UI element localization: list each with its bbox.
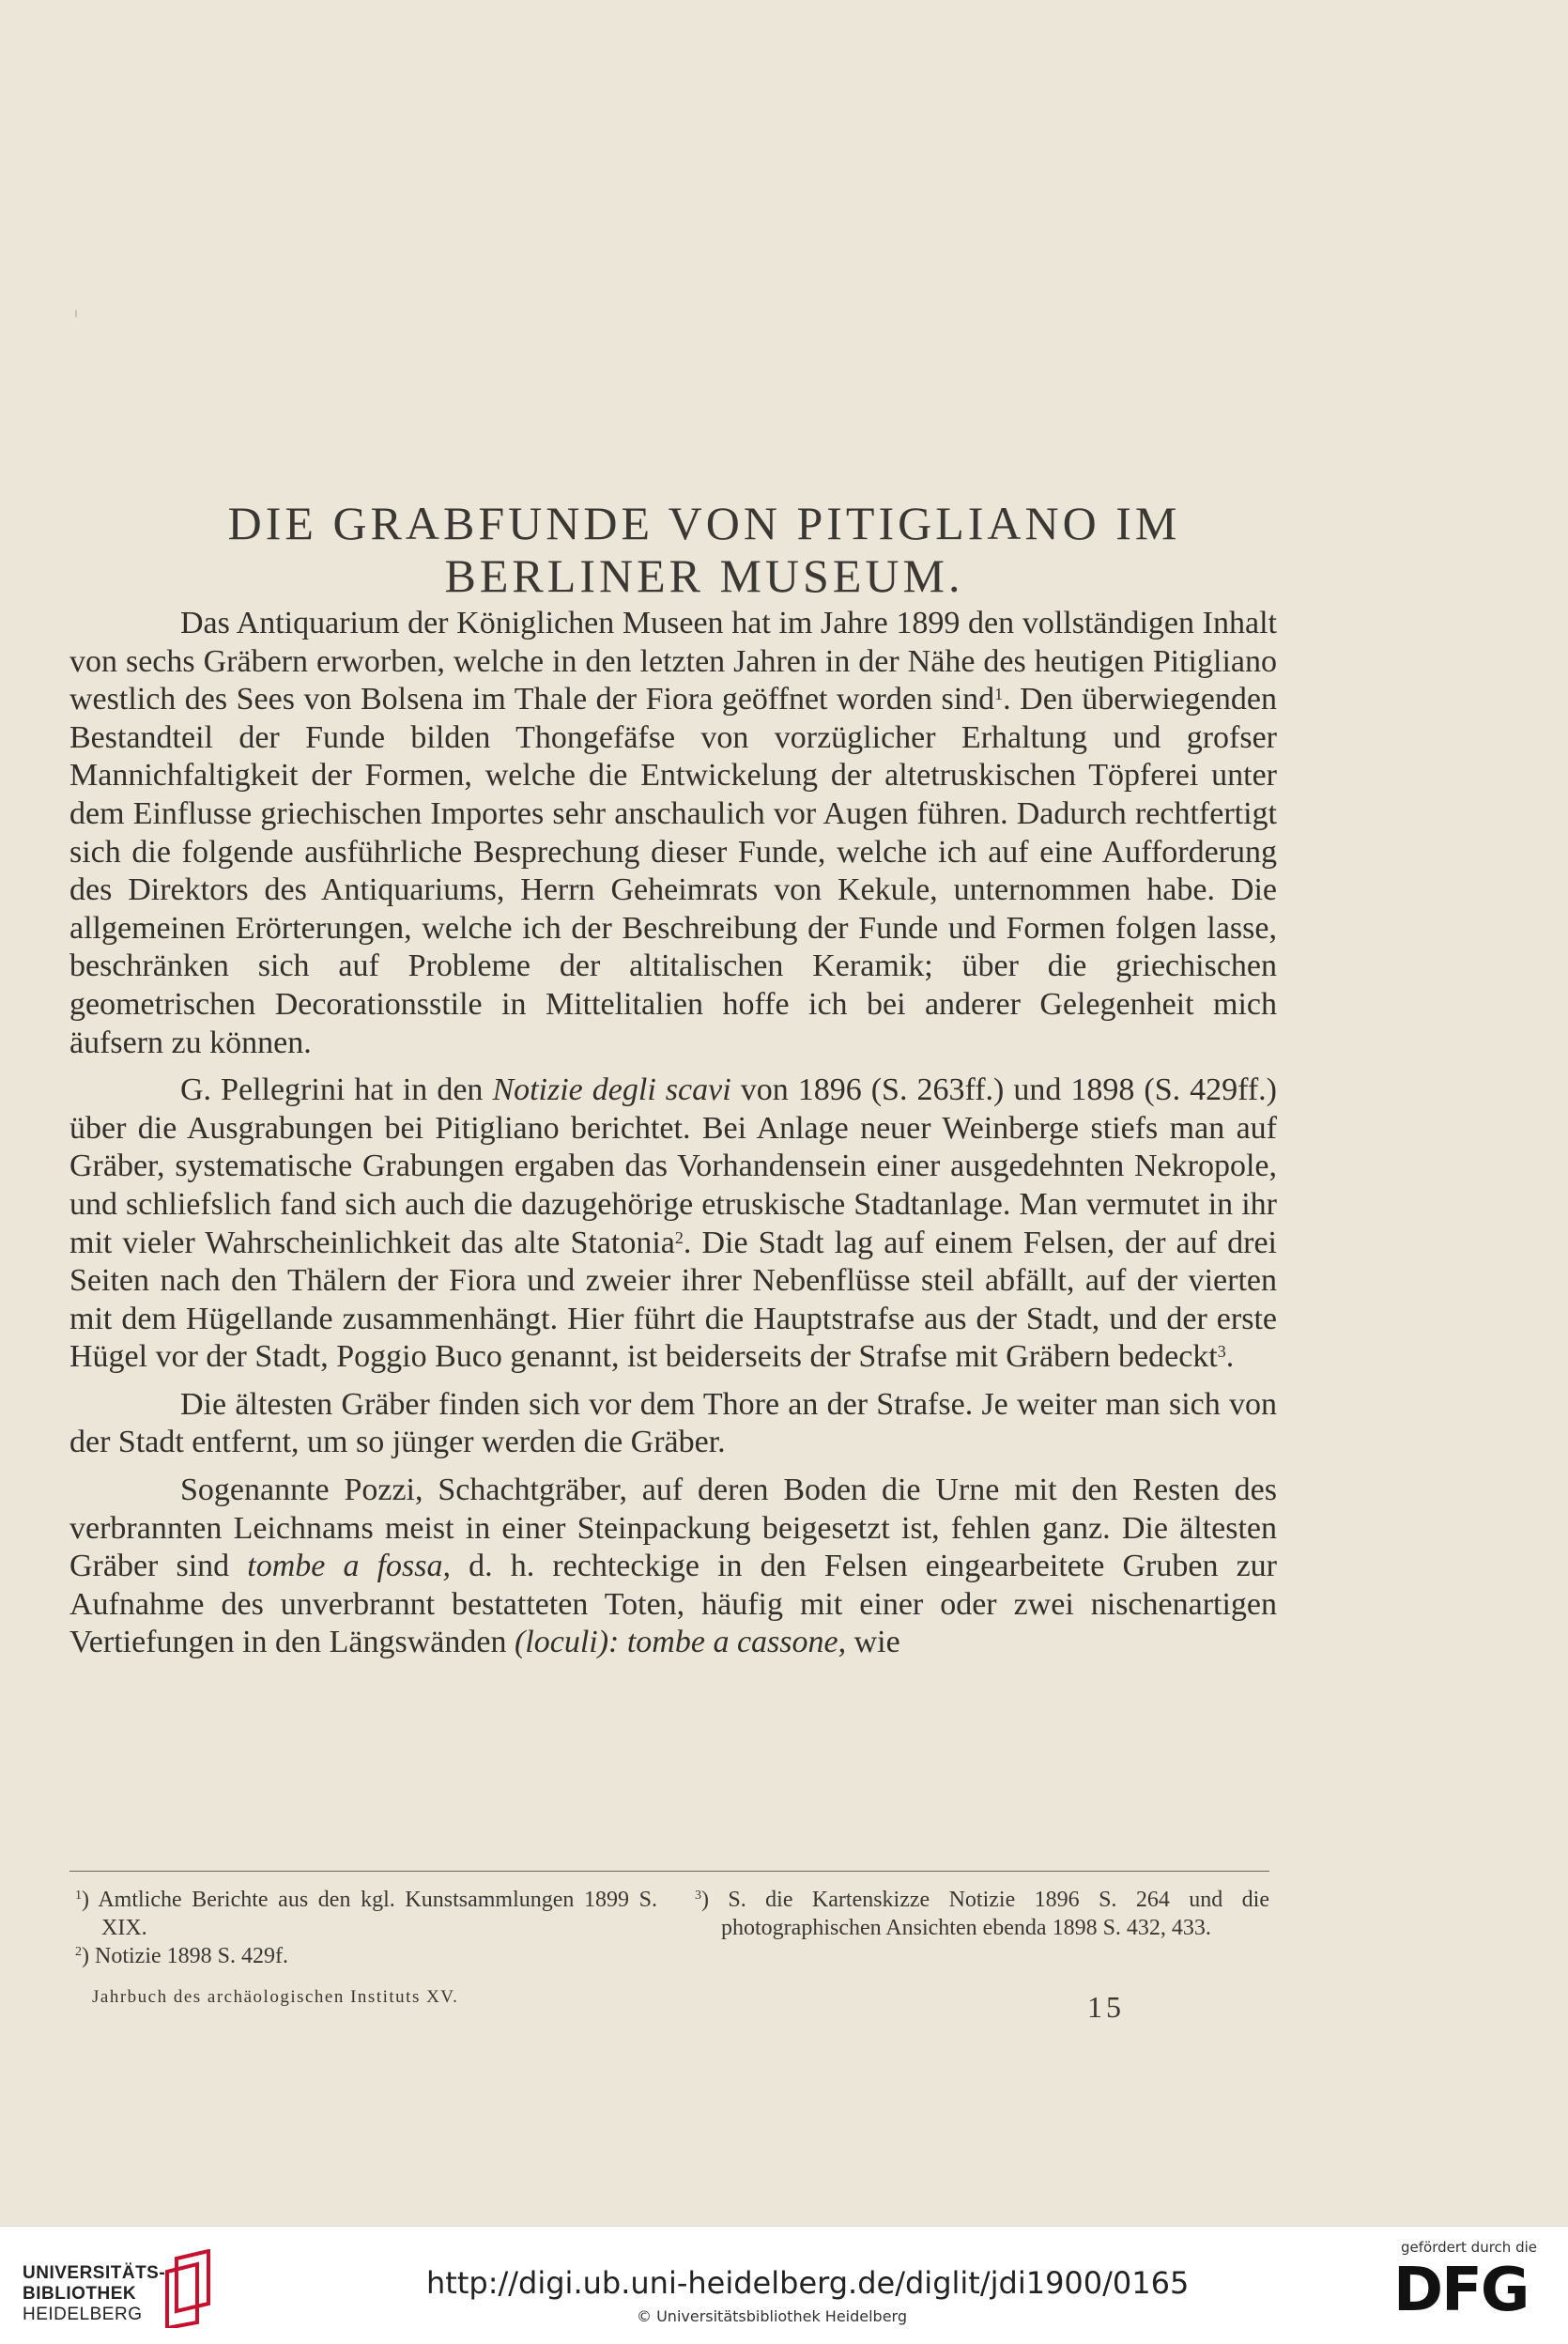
logo-line: BIBLIOTHEK (23, 2284, 137, 2304)
footnote-1: $^1$) Amtliche Berichte aus den kgl. Kunstsammlungen 1899 S. XIX. (75, 1888, 658, 1940)
text-run: . (1225, 1339, 1235, 1375)
text-run: d. h. rechteckige in den Felsen eingearbeitete Gruben zur Aufnahme des unverbrannt bestatteten Toten, häufig mit einer oder zwei nischenartigen Vertiefungen in den Längswänden (69, 1549, 1277, 1660)
scan-speck (75, 310, 77, 317)
text-run: Das Antiquarium der Königlichen Museen hat im Jahre 1899 den vollständigen Inhalt von sechs Gräbern erworben, welche in den letzten Jahren in der Nähe des heutigen Pitigliano westlich des Sees von Bolsena im Thale der Fiora geöffnet worden sind (69, 606, 1277, 717)
footnote-ref-2: 2 (674, 1227, 684, 1247)
permalink-url[interactable]: http://digi.ub.uni-heidelberg.de/diglit/jdi1900/0165 (426, 2265, 1190, 2301)
footnote-2: $^2$) Notizie 1898 S. 429f. (75, 1944, 288, 1968)
funding-label: gefördert durch die (1401, 2239, 1537, 2256)
text-run: wie (846, 1625, 900, 1660)
library-logo[interactable] (23, 2263, 165, 2325)
footnote-text: S. die Kartenskizze Notizie 1896 S. 264 und die photographischen Ansichten ebenda 1898 S. 432, 433. (721, 1888, 1269, 1940)
text-run: G. Pellegrini hat in den (180, 1072, 493, 1108)
footnote-text: Notizie 1898 S. 429f. (95, 1944, 288, 1968)
paragraph-2 (69, 1072, 1277, 1377)
footnote-ref-1: 1 (994, 685, 1004, 704)
paragraph-3: Die ältesten Gräber finden sich vor dem Thore an der Strafse. Je weiter man sich von der Stadt entfernt, um so jünger werden die Gräber. (69, 1386, 1277, 1460)
footnote-ref-3: 3 (1217, 1342, 1226, 1362)
paragraph-1 (69, 605, 1277, 1062)
footnote-text: Amtliche Berichte aus den kgl. Kunstsammlungen 1899 S. XIX. (98, 1888, 658, 1940)
footnotes-right (695, 1886, 1269, 1942)
logo-line: HEIDELBERG (23, 2305, 143, 2324)
page-number: 15 (1087, 1990, 1125, 2024)
journal-signature: Jahrbuch des archäologischen Instituts XV. (92, 1987, 459, 2007)
logo-line: UNIVERSITÄTS- (23, 2263, 166, 2283)
article-body (69, 605, 1277, 1662)
footnote-mark: 1 (75, 1889, 82, 1903)
footnote-mark: 2 (75, 1945, 82, 1959)
library-mark-icon (160, 2249, 220, 2328)
paragraph-4 (69, 1472, 1277, 1662)
italic-run: tombe a fossa, (247, 1549, 451, 1584)
article-title-line2: BERLINER MUSEUM. (444, 549, 964, 602)
copyright-notice: © Universitätsbibliothek Heidelberg (637, 2307, 908, 2325)
footnote-divider (69, 1871, 1269, 1872)
footnote-3: $^3$) S. die Kartenskizze Notizie 1896 S. 264 und die photographischen Ansichten ebenda 1898 S. 432, 433. (695, 1888, 1269, 1940)
text-run: Sogenannte Pozzi, Schachtgräber, auf deren Boden die Urne mit den Resten des verbrannten Leichnams meist in einer Steinpackung beigesetzt ist, fehlen ganz. Die ältesten Gräber sind (69, 1473, 1277, 1584)
italic-run: (loculi): tombe a cassone, (514, 1625, 847, 1660)
text-run: von 1896 (S. 263ff.) und 1898 (S. 429ff.) über die Ausgrabungen bei Pitigliano berichtet. Bei Anlage neuer Weinberge stiefs man auf Gräber, systematische Grabungen ergaben das Vorhandensein einer ausgedehnten Nekropole, und schliefslich fand sich auch die dazugehörige etruskische Stadtanlage. Man vermutet in ihr mit vieler Wahrscheinlichkeit das alte Statonia (69, 1072, 1278, 1260)
footnote-mark: 3 (695, 1889, 701, 1903)
footnotes-left (75, 1886, 657, 1970)
text-run: . Den überwiegenden Bestandteil der Funde bilden Thongefäfse von vorzüglicher Erhaltung und grofser Mannichfaltigkeit der Formen, welche die Entwickelung der altetruskischen Töpferei unter dem Einflusse griechischen Importes sehr anschaulich vor Augen führen. Dadurch rechtfertigt sich die folgende ausführliche Besprechung dieser Funde, welche ich auf eine Aufforderung des Direktors des Antiquariums, Herrn Geheimrats von Kekule, unternommen habe. Die allgemeinen Erörterungen, welche ich der Beschreibung der Funde und Formen folgen lasse, beschränken sich auf Probleme der altitalischen Keramik; über die griechischen geometrischen Decorationsstile in Mittelitalien hoffe ich bei anderer Gelegenheit mich äufsern zu können. (69, 682, 1277, 1060)
italic-run: Notizie degli scavi (492, 1072, 731, 1108)
text-run: . Die Stadt lag auf einem Felsen, der auf drei Seiten nach den Thälern der Fiora und zweier ihrer Nebenflüsse steil abfällt, auf der vierten mit dem Hügellande zusammenhängt. Hier führt die Hauptstrafse aus der Stadt, und der erste Hügel vor der Stadt, Poggio Buco genannt, ist beiderseits der Strafse mit Gräbern bedeckt (69, 1225, 1277, 1375)
article-title-line1: DIE GRABFUNDE VON PITIGLIANO IM (227, 497, 1181, 549)
dfg-logo[interactable]: DFG (1393, 2256, 1529, 2325)
